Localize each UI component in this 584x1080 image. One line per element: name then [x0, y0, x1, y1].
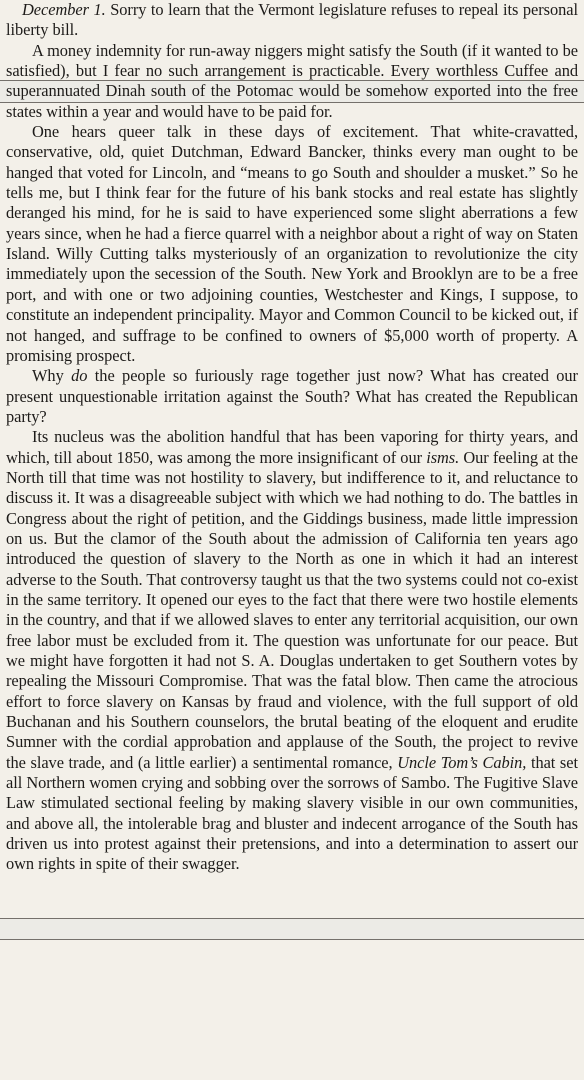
scan-band: [0, 919, 584, 939]
paragraph-1-text: Sorry to learn that the Vermont legislature refuses to repeal its personal liberty bill.: [6, 0, 578, 40]
paragraph-4: [6, 366, 578, 427]
paragraph-5-text: Our feeling at the North till that time was not hostility to slavery, but indifference to it, and reluctance to discuss it. It was a disagreeable subject with which we had nothing to do. The battles in Congress about the right of petition, and the Giddings business, made little impression on us. But the clamor of the South about the admission of California ten years ago introduced the question of slavery to the North as one in which it had an interest adverse to the South. That controversy taught us that the two systems could not co-exist in the same territory. It opened our eyes to the fact that there were two hostile elements in the country, and that if we allowed slaves to enter any territorial acquisition, our own free labor must be excluded from it. The question was unfortunate for our peace. But we might have forgotten it had not S. A. Douglas undertaken to get Southern votes by repealing the Missouri Compromise. That was the fatal blow. Then came the atrocious effort to force slavery on Kansas by fraud and violence, with the full support of old Buchanan and his Southern counselors, the brutal beating of the eloquent and erudite Sumner with the cordial approbation and applause of the South, the project to revive the slave trade, and (a little earlier) a sentimental romance,: [6, 447, 578, 772]
paragraph-4-lead: Why: [32, 366, 64, 386]
paragraph-5-tail: that set all Northern women crying and sobbing over the sorrows of Sambo. The Fugitive Slave Law stimulated sectional feeling by making slavery visible in our own communities, and above all, the intolerable brag and bluster and indecent arrogance of the South has driven us into protest against their pretensions, and into a determination to assert our own rights in spite of their swagger.: [6, 752, 578, 874]
paragraph-5-emphasis-isms: isms.: [426, 447, 460, 467]
scan-line: [0, 939, 584, 940]
paragraph-4-emphasis: do: [71, 366, 88, 386]
paragraph-4-text: the people so furiously rage together just now? What has created our present unquestionable irritation against the South? What has created the Republican party?: [6, 366, 578, 426]
diary-page: [6, 0, 578, 875]
entry-date: December 1.: [22, 0, 106, 19]
paragraph-5-lead: Its nucleus was the abolition handful that has been vaporing for thirty years, and which, till about 1850, was among the more insignificant of our: [6, 427, 578, 467]
paragraph-1: [6, 0, 578, 41]
paragraph-5: [6, 427, 578, 875]
paragraph-2: A money indemnity for run-away niggers might satisfy the South (if it wanted to be satisfied), but I fear no such arrangement is practicable. Every worthless Cuffee and superannuated Dinah south of the Potomac would be somehow exported into the free states within a year and would have to be paid for.: [6, 40, 578, 121]
scan-line: [0, 918, 584, 919]
paragraph-3: One hears queer talk in these days of excitement. That white-cravatted, conservative, old, quiet Dutchman, Edward Bancker, thinks every man ought to be hanged that voted for Lincoln, and “means to go South and shoulder a musket.” So he tells me, but I think fear for the future of his bank stocks and real estate has slightly deranged his mind, for he is said to have experienced some slight aberrations a few years since, when he had a fierce quarrel with a neighbor about a right of way on Staten Island. Willy Cutting talks mysteriously of an organization to revolutionize the city immediately upon the secession of the South. New York and Brooklyn are to be a free port, and with one or two adjoining counties, Westchester and Kings, I suppose, to constitute an independent principality. Mayor and Common Council to be kicked out, if not hanged, and suffrage to be confined to owners of $5,000 worth of property. A promising prospect.: [6, 122, 578, 365]
paragraph-5-book-title: Uncle Tom’s Cabin,: [397, 752, 527, 772]
